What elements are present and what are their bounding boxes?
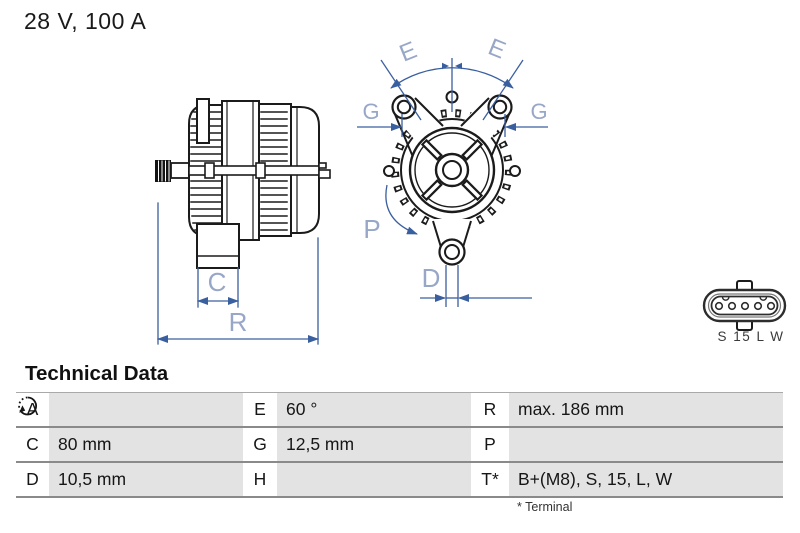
spec-value-r: max. 186 mm <box>509 393 783 426</box>
spec-value-h <box>277 463 471 496</box>
rotation-direction-icon <box>16 393 40 417</box>
spec-key-g: G <box>243 428 277 461</box>
table-row <box>16 463 783 498</box>
spec-key-r: R <box>471 393 509 426</box>
dimension-label-d: D <box>421 263 441 293</box>
table-row <box>16 393 783 428</box>
spec-value-e: 60 ° <box>277 393 471 426</box>
dimension-label-p: P <box>363 214 381 244</box>
spec-key-p: P <box>471 428 509 461</box>
dimension-label-c: C <box>207 267 227 297</box>
spec-key-t: T* <box>471 463 509 496</box>
terminal-footnote: * Terminal <box>517 500 573 514</box>
connector-plug-view <box>704 281 785 344</box>
spec-value-g: 12,5 mm <box>277 428 471 461</box>
spec-key-e: E <box>243 393 277 426</box>
alternator-side-view <box>155 99 330 344</box>
dimension-label-g-right: G <box>530 99 548 124</box>
spec-key-h: H <box>243 463 277 496</box>
technical-data-table <box>16 392 783 498</box>
dimension-label-e-left: E <box>395 36 421 68</box>
alternator-front-view <box>357 34 548 307</box>
spec-key-a: A <box>16 393 49 426</box>
spec-value-a <box>49 393 243 426</box>
spec-value-d: 10,5 mm <box>49 463 243 496</box>
table-row <box>16 428 783 463</box>
dimension-label-r: R <box>228 307 248 337</box>
page-title: 28 V, 100 A <box>24 8 147 34</box>
table-title: Technical Data <box>25 362 169 385</box>
spec-value-p <box>509 428 783 461</box>
spec-key-d: D <box>16 463 49 496</box>
spec-value-c: 80 mm <box>49 428 243 461</box>
spec-key-c: C <box>16 428 49 461</box>
spec-value-t: B+(M8), S, 15, L, W <box>509 463 783 496</box>
connector-pin-labels: S 15 L W <box>717 329 785 344</box>
dimension-label-g-left: G <box>362 99 380 124</box>
dimension-label-e-right: E <box>484 33 510 65</box>
